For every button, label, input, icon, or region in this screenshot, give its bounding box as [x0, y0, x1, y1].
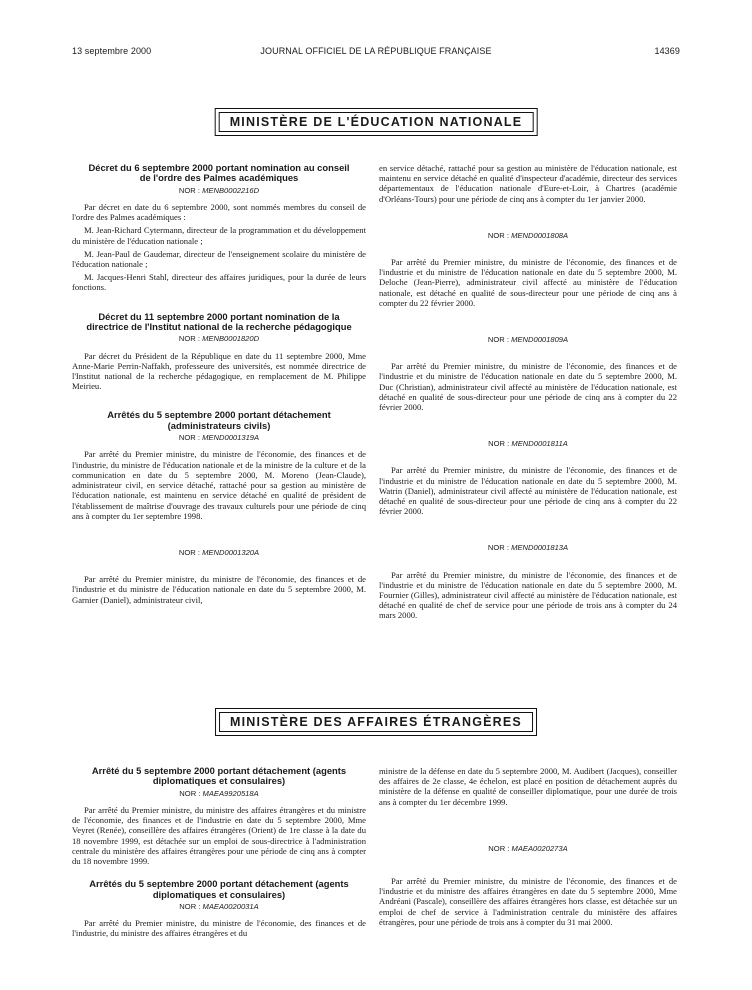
decree-paragraph: Par arrêté du Premier ministre, du ministre de l'économie, des finances et de l'industrie et du ministre de l'éducation nationale en date du 5 septembre 2000, M. Fournier (Gilles), administrateur civil affecté au ministère de l'éducation nationale, est détaché en qualité de chef de service pour une période de trois ans à compter du 24 mars 2000. [379, 569, 677, 621]
nor-reference: NOR : MEND0001808A [487, 230, 569, 240]
nor-reference: NOR : MENB0001820D [178, 334, 260, 344]
nor-reference: NOR : MENB0002216D [178, 185, 260, 195]
decree-paragraph: M. Jean-Richard Cytermann, directeur de la programmation et du développement du ministère de l'éducation nationale ; [72, 225, 366, 246]
section2-right-column [379, 766, 677, 930]
decree-paragraph: Par arrêté du Premier ministre, du ministre des affaires étrangères et du ministre de l'économie, des finances et de l'industrie en date du 5 septembre 2000, Mme Veyret (Renée), conseillère des affaires étrangères (Orient) de 1re classe à la date du 18 novembre 1999, est détachée sur un emploi de sous-directrice à l'administration centrale du ministère des affaires étrangères pour une période de cinq ans à compter du 18 novembre 1999. [72, 805, 366, 867]
decree-paragraph: Par décret en date du 6 septembre 2000, sont nommés membres du conseil de l'ordre des Palmes académiques : [72, 202, 366, 223]
decree-paragraph: en service détaché, rattaché pour sa gestion au ministère de l'éducation nationale, est maintenu en service détaché en qualité d'inspecteur d'académie, directeur des services départementaux de l'éducation nationale d'Eure-et-Loir, à Chartres (académie d'Orléans-Tours) pour une période de cinq ans à compter du 1er janvier 2000. [379, 163, 677, 204]
decree-title: Décret du 6 septembre 2000 portant nomination au conseil de l'ordre des Palmes académiques [88, 162, 350, 184]
nor-reference: NOR : MAEA9920518A [179, 788, 259, 798]
decree-paragraph: Par décret du Président de la République en date du 11 septembre 2000, Mme Anne-Marie Perrin-Naffakh, professeure des universités, est nommée directrice de l'Institut national de la recherche pédagogique, en remplacement de M. Philippe Meirieu. [72, 350, 366, 392]
ministry-heading-education: MINISTÈRE DE L'ÉDUCATION NATIONALE [219, 112, 534, 132]
decree-paragraph: Par arrêté du Premier ministre, du ministre de l'économie, des finances et de l'industrie, du ministre de l'éducation nationale et de la ministre de la culture et de la communication en date du 5 septembre 2000, M. Moreno (Jean-Claude), administrateur civil, en service détaché, rattaché pour sa gestion au ministère de l'éducation nationale, est maintenu en service détaché en qualité de président de l'établissement de maîtrise d'ouvrage des travaux culturels pour une période de cinq ans à compter du 1er septembre 1998. [72, 449, 366, 521]
section1-right-column [379, 163, 677, 624]
decree-title: Décret du 11 septembre 2000 portant nomination de la directrice de l'Institut national de la recherche pédagogique [86, 310, 352, 333]
decree-paragraph: Par arrêté du Premier ministre, du ministre de l'économie, des finances et de l'industrie et du ministre des affaires étrangères en date du 5 septembre 2000, Mme Andréani (Pascale), conseillère des affaires étrangères hors classe, est détachée sur un emploi de chef de service à l'administration centrale du ministère des affaires étrangères, pour une période de trois ans à compter du 31 mai 2000. [379, 876, 677, 927]
nor-reference: NOR : MEND0001320A [178, 547, 260, 557]
header-date: 13 septembre 2000 [72, 46, 152, 56]
nor-reference: NOR : MEND0001319A [178, 433, 260, 443]
journal-title: JOURNAL OFFICIEL DE LA RÉPUBLIQUE FRANÇAISE [260, 46, 492, 56]
ministry-heading-foreign-affairs: MINISTÈRE DES AFFAIRES ÉTRANGÈRES [219, 712, 533, 732]
nor-reference: NOR : MEND0001809A [487, 335, 569, 345]
nor-reference: NOR : MEND0001813A [487, 543, 569, 553]
decree-paragraph: Par arrêté du Premier ministre, du ministre de l'économie, des finances et de l'industrie et du ministre de l'éducation nationale en date du 5 septembre 2000, M. Duc (Christian), administrateur civil affecté au ministère de l'éducation nationale, est détaché en qualité de sous-directeur pour une période de cinq ans à compter du 22 février 2000. [379, 361, 677, 413]
decree-title: Arrêtés du 5 septembre 2000 portant détachement (agents diplomatiques et consulaires) [89, 878, 349, 900]
nor-reference: NOR : MEND0001811A [488, 439, 568, 449]
decree-paragraph: Par arrêté du Premier ministre, du ministre de l'économie, des finances et de l'industrie, du ministre des affaires étrangères et du [72, 918, 366, 939]
nor-reference: NOR : MAEA0020031A [179, 902, 259, 912]
decree-paragraph: ministre de la défense en date du 5 septembre 2000, M. Audibert (Jacques), conseiller des affaires de 2e classe, 4e échelon, est placé en position de détachement auprès du ministère de la défense en qualité de conseiller diplomatique, pour une durée de trois ans à compter du 1er décembre 1999. [379, 766, 677, 807]
section2-left-column [72, 766, 366, 942]
decree-paragraph: Par arrêté du Premier ministre, du ministre de l'économie, des finances et de l'industrie et du ministre de l'éducation nationale en date du 5 septembre 2000, M. Garnier (Daniel), administrateur civil, [72, 574, 366, 605]
decree-paragraph: M. Jacques-Henri Stahl, directeur des affaires juridiques, pour la durée de leurs fonctions. [72, 272, 366, 293]
section1-left-column [72, 163, 366, 608]
decree-title: Arrêté du 5 septembre 2000 portant détachement (agents diplomatiques et consulaires) [91, 765, 347, 787]
nor-reference: NOR : MAEA0020273A [488, 843, 568, 853]
decree-paragraph: Par arrêté du Premier ministre, du ministre de l'économie, des finances et de l'industrie et du ministre de l'éducation nationale en date du 5 septembre 2000, M. Deloche (Jean-Pierre), administrateur civil affecté au ministère de l'éducation nationale, est détaché en qualité de sous-directeur pour une période de cinq ans à compter du 22 février 2000. [379, 257, 677, 308]
decree-title: Arrêtés du 5 septembre 2000 portant détachement (administrateurs civils) [107, 409, 331, 431]
decree-paragraph: M. Jean-Paul de Gaudemar, directeur de l'enseignement scolaire du ministère de l'éducation nationale ; [72, 248, 366, 270]
page-number: 14369 [654, 46, 680, 56]
decree-paragraph: Par arrêté du Premier ministre, du ministre de l'économie, des finances et de l'industrie et du ministre de l'éducation nationale en date du 5 septembre 2000, M. Watrin (Daniel), administrateur civil affecté au ministère de l'éducation nationale, est détaché en qualité de sous-directeur pour une période de cinq ans à compter du 22 février 2000. [379, 465, 677, 517]
